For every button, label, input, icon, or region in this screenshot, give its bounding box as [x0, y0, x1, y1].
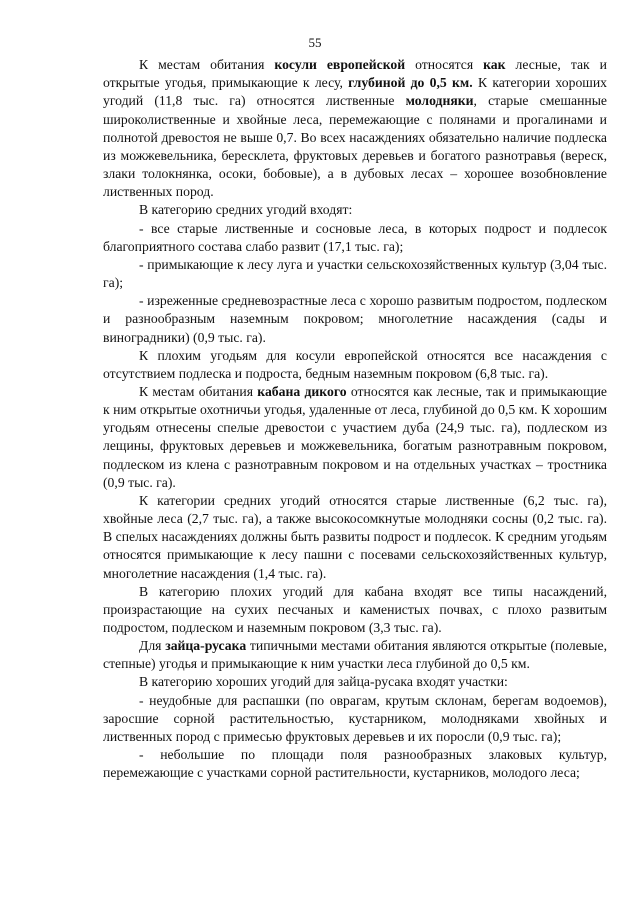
text-run: лесные, так и открытые угодья, примыкающие к лесу,	[103, 57, 607, 91]
text-run: В категорию средних угодий входят:	[139, 202, 353, 218]
bold-text-run: молодняки	[405, 93, 474, 109]
page-number: 55	[308, 35, 322, 50]
paragraph	[103, 692, 607, 746]
text-run: относятся	[405, 57, 484, 73]
paragraph	[103, 383, 607, 492]
text-run: , старые смешанные широколиственные и хвойные леса, перемежающие с полянами и прогалинами и полнотой древостоя не выше 0,7. Во всех насаждениях обязательно наличие подлеска из можжевельника, бересклета, фруктовых деревьев и богатого разнотравья (вереск, злаки толокнянка, осоки, бобовые), а в дубовых лесах – хорошее возобновление лиственных пород.	[103, 93, 607, 200]
bold-text-run: как	[483, 57, 506, 73]
text-run: В категорию плохих угодий для кабана входят все типы насаждений, произрастающие на сухих песчаных и каменистых почвах, с плохо развитым подростом, подлеском и наземным покровом (3,3 тыс. га).	[103, 583, 607, 635]
body-text	[103, 56, 607, 782]
paragraph	[103, 201, 607, 219]
text-run: К местам обитания	[139, 57, 275, 73]
paragraph	[103, 347, 607, 383]
text-run: Для	[139, 638, 166, 654]
text-run: К категории средних угодий относятся старые лиственные (6,2 тыс. га), хвойные леса (2,7 тыс. га), а также высокосомкнутые молодняки сосны (0,2 тыс. га). В спелых насаждениях должны быть развиты подрост и подлесок. К средним угодьям относятся примыкающие к лесу пашни с посевами сельскохозяйственных культур, многолетние насаждения (1,4 тыс. га).	[103, 492, 607, 581]
bold-text-run: кабана дикого	[257, 383, 347, 399]
paragraph	[103, 220, 607, 256]
bold-text-run: глубиной до 0,5 км.	[348, 75, 473, 91]
text-run: К местам обитания	[139, 383, 258, 399]
paragraph	[103, 256, 607, 292]
text-run: К категории хороших угодий (11,8 тыс. га) относятся лиственные	[103, 75, 607, 109]
text-run: В категорию хороших угодий для зайца-русака входят участки:	[139, 674, 508, 690]
paragraph	[103, 746, 607, 782]
text-run: относятся как лесные, так и примыкающие к ним открытые охотничьи угодья, удаленные от леса, глубиной до 0,5 км. К хорошим угодьям отнесены спелые древостои с участием дуба (24,9 тыс. га), подлеском из лещины, фруктовых деревьев и можжевельника, богатым разнотравным покровом, подлеском из клена с разнотравным покровом и на отдельных участках – тростника (0,9 тыс. га).	[103, 383, 607, 490]
text-run: - небольшие по площади поля разнообразных злаковых культур, перемежающие с участками сорной растительности, кустарников, молодого леса;	[103, 747, 607, 781]
paragraph	[103, 583, 607, 637]
text-run: - изреженные средневозрастные леса с хорошо развитым подростом, подлеском и разнообразным наземным покровом; многолетние насаждения (сады и виноградники) (0,9 тыс. га).	[103, 293, 607, 345]
bold-text-run: косули европейской	[274, 57, 406, 73]
text-run: типичными местами обитания являются открытые (полевые, степные) угодья и примыкающие к ним участки леса глубиной до 0,5 км.	[103, 638, 607, 672]
text-run: - примыкающие к лесу луга и участки сельскохозяйственных культур (3,04 тыс. га);	[103, 256, 607, 291]
paragraph	[103, 637, 607, 673]
paragraph	[103, 673, 607, 691]
text-run: - все старые лиственные и сосновые леса, в которых подрост и подлесок благоприятного состава слабо развит (17,1 тыс. га);	[103, 220, 607, 254]
paragraph	[103, 492, 607, 583]
text-run: К плохим угодьям для косули европейской относятся все насаждения с отсутствием подлеска и подроста, бедным наземным покровом (6,8 тыс. га).	[103, 347, 607, 381]
paragraph	[103, 292, 607, 346]
text-run: - неудобные для распашки (по оврагам, крутым склонам, берегам водоемов), заросшие сорной растительностью, кустарником, молодняками хвойных и лиственных пород с примесью фруктовых деревьев и их поросли (0,9 тыс. га);	[103, 692, 607, 744]
paragraph	[103, 56, 607, 201]
bold-text-run: зайца-русака	[165, 638, 247, 654]
